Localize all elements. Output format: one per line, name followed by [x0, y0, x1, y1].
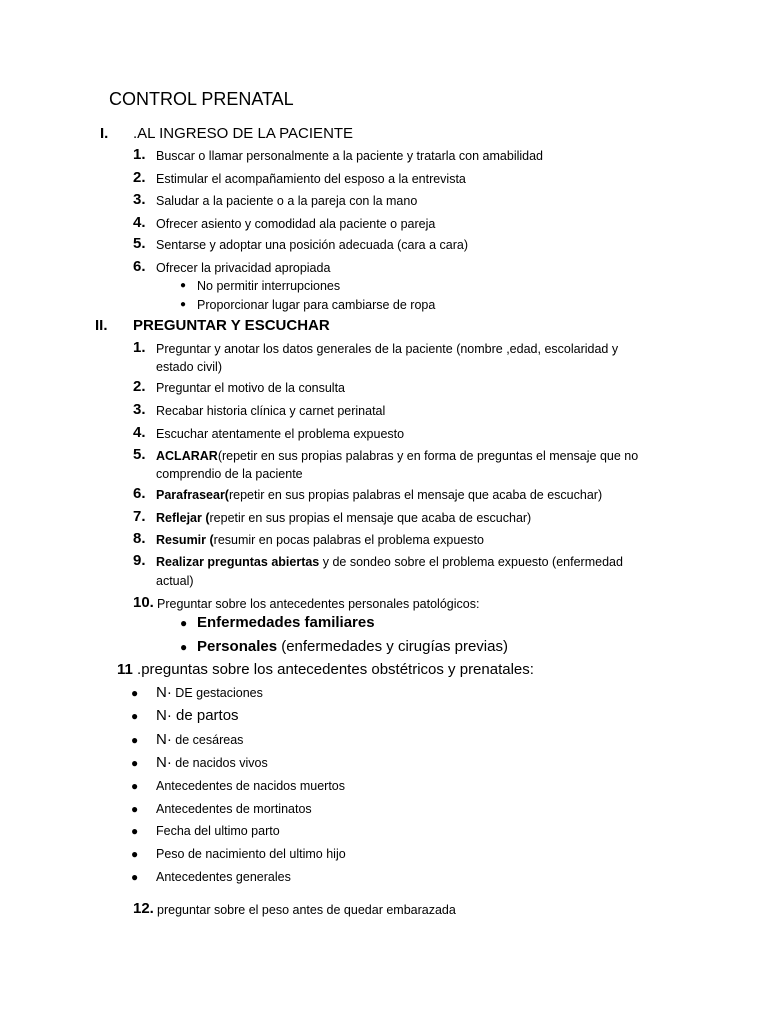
list-item-text	[156, 531, 484, 549]
section-2-title: PREGUNTAR Y ESCUCHAR	[133, 317, 330, 334]
list-item	[156, 706, 239, 726]
section-1-number: I.	[100, 125, 109, 142]
list-item-text	[156, 447, 638, 465]
section-2-number: II.	[95, 317, 108, 334]
bullet-icon: ●	[180, 280, 187, 291]
list-item-number: 10.	[133, 594, 154, 611]
list-item-text	[156, 553, 623, 571]
list-item-text: Peso de nacimiento del ultimo hijo	[156, 847, 346, 861]
list-item-text: Antecedentes de mortinatos	[156, 802, 312, 816]
bullet-icon: ●	[131, 756, 139, 770]
list-item-text-cont: actual)	[156, 574, 194, 588]
list-item-number: 3.	[133, 401, 146, 418]
item-12-number: 12.	[133, 900, 154, 917]
bullet-icon: ●	[180, 640, 188, 654]
list-item-number: 4.	[133, 424, 146, 441]
item-rest-text: y de sondeo sobre el problema expuesto (enfermedad	[319, 555, 623, 569]
sub-bullet-text: Proporcionar lugar para cambiarse de ropa	[197, 298, 436, 312]
list-item-text: Saludar a la paciente o a la pareja con la mano	[156, 194, 418, 208]
list-item-text: DE gestaciones	[171, 686, 263, 700]
list-item-text: de cesáreas	[171, 733, 244, 747]
bullet-icon: ●	[131, 686, 139, 700]
list-item-number: 1.	[133, 339, 146, 356]
bullet-icon: ●	[131, 824, 139, 838]
list-item-text: Buscar o llamar personalmente a la paciente y tratarla con amabilidad	[156, 149, 544, 163]
list-item-number: 1.	[133, 146, 146, 163]
list-item-text: Ofrecer asiento y comodidad ala paciente o pareja	[156, 217, 436, 231]
list-item-text: Antecedentes de nacidos muertos	[156, 779, 346, 793]
list-item	[156, 754, 268, 772]
section-1-title: .AL INGRESO DE LA PACIENTE	[133, 125, 354, 142]
bullet-icon: ●	[180, 616, 188, 630]
n-prefix: N·	[156, 707, 172, 724]
list-item-text: de partos	[171, 707, 239, 724]
list-item-number: 2.	[133, 378, 146, 395]
item-bold-term: Reflejar (	[156, 511, 210, 525]
item-12-text: preguntar sobre el peso antes de quedar embarazada	[157, 903, 456, 917]
list-item-number: 5.	[133, 235, 146, 252]
item-rest-text: (repetir en sus propias palabras y en forma de preguntas el mensaje que no	[217, 449, 639, 463]
n-prefix: N·	[156, 754, 172, 771]
list-item-text	[156, 486, 602, 504]
n-prefix: N·	[156, 731, 172, 748]
list-item-text: Preguntar el motivo de la consulta	[156, 381, 345, 395]
sub-bullet-rest: (enfermedades y cirugías previas)	[277, 638, 508, 655]
bullet-icon: ●	[131, 870, 139, 884]
list-item-number: 3.	[133, 191, 146, 208]
page-title: CONTROL PRENATAL	[109, 89, 294, 109]
list-item-text: Recabar historia clínica y carnet perinatal	[156, 404, 386, 418]
sub-bullet-text: No permitir interrupciones	[197, 279, 341, 293]
list-item-text	[156, 509, 531, 527]
item-11-number: 11	[117, 661, 133, 678]
list-item-number: 8.	[133, 530, 146, 547]
bullet-icon: ●	[131, 802, 139, 816]
item-rest-text: repetir en sus propias el mensaje que acaba de escuchar)	[209, 511, 532, 525]
list-item-number: 5.	[133, 446, 146, 463]
list-item-text: de nacidos vivos	[171, 756, 268, 770]
sub-bullet-text	[197, 636, 508, 658]
list-item-text: Fecha del ultimo parto	[156, 824, 280, 838]
item-11-text: .preguntas sobre los antecedentes obstétricos y prenatales:	[137, 661, 534, 678]
item-11-line	[117, 659, 534, 681]
bullet-icon: ●	[180, 299, 187, 310]
sub-bullet-bold: Personales	[197, 638, 278, 655]
list-item-text: Estimular el acompañamiento del esposo a la entrevista	[156, 172, 466, 186]
sub-bullet-text	[197, 612, 375, 634]
list-item-number: 7.	[133, 508, 146, 525]
item-bold-term: ACLARAR	[156, 449, 218, 463]
list-item-text-cont: comprendio de la paciente	[156, 467, 303, 481]
list-item-text: Escuchar atentamente el problema expuesto	[156, 427, 405, 441]
list-item-number: 6.	[133, 258, 146, 275]
list-item	[156, 684, 263, 702]
n-prefix: N·	[156, 684, 172, 701]
item-rest-text: resumir en pocas palabras el problema expuesto	[213, 533, 484, 547]
list-item-text: Preguntar y anotar los datos generales de la paciente (nombre ,edad, escolaridad y	[156, 342, 619, 356]
item-rest-text: repetir en sus propias palabras el mensaje que acaba de escuchar)	[228, 488, 603, 502]
bullet-icon: ●	[131, 709, 139, 723]
list-item	[156, 731, 243, 749]
list-item-text: Preguntar sobre los antecedentes personales patológicos:	[157, 597, 480, 611]
list-item-number: 6.	[133, 485, 146, 502]
item-bold-term: Resumir (	[156, 533, 214, 547]
list-item-number: 9.	[133, 552, 146, 569]
list-item-text-cont: estado civil)	[156, 360, 222, 374]
bullet-icon: ●	[131, 847, 139, 861]
list-item-number: 4.	[133, 214, 146, 231]
list-item-text: Antecedentes generales	[156, 870, 291, 884]
list-item-text: Sentarse y adoptar una posición adecuada (cara a cara)	[156, 238, 468, 252]
list-item-number: 2.	[133, 169, 146, 186]
item-bold-term: Realizar preguntas abiertas	[156, 555, 320, 569]
bullet-icon: ●	[131, 733, 139, 747]
item-bold-term: Parafrasear(	[156, 488, 229, 502]
bullet-icon: ●	[131, 779, 139, 793]
sub-bullet-bold: Enfermedades familiares	[197, 614, 375, 631]
list-item-text: Ofrecer la privacidad apropiada	[156, 261, 331, 275]
